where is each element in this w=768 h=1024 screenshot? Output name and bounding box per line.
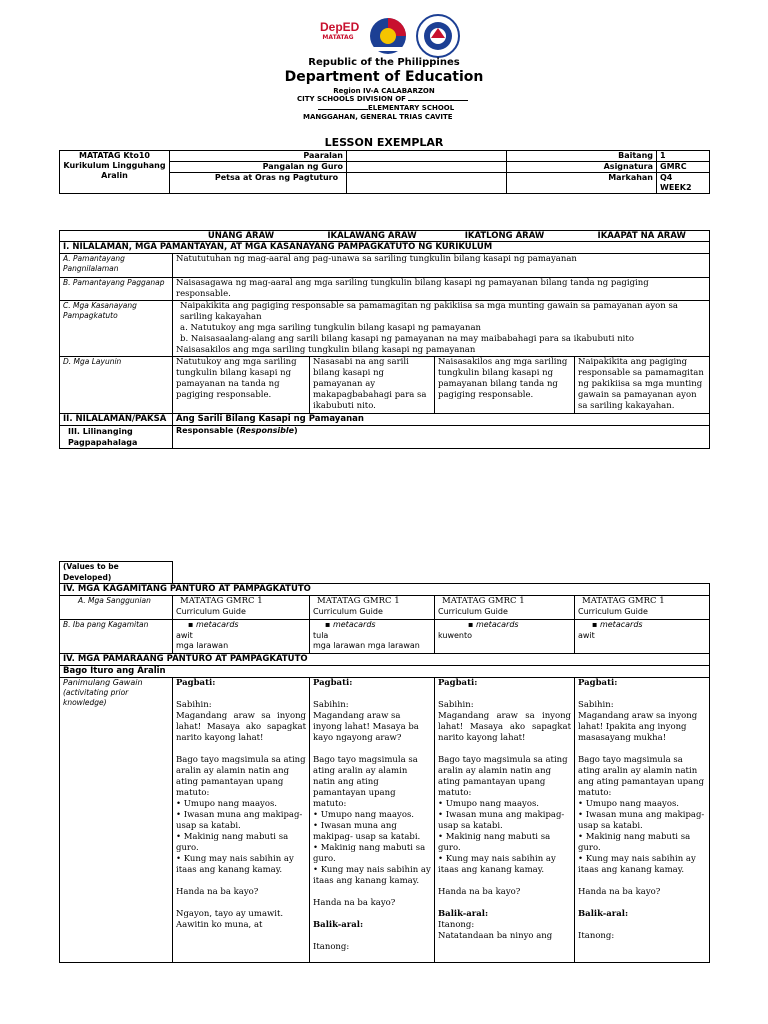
day4-sabihin: Sabihin:	[578, 700, 614, 710]
iba-pang-kagamitan-label: B. Iba pang Kagamitan	[60, 620, 173, 654]
markahan-label: Markahan	[507, 173, 657, 194]
kagamitan-day2	[310, 620, 435, 654]
day2-balik: Balik-aral:	[313, 920, 364, 930]
panimulang-gawain-label	[60, 678, 173, 963]
layunin-day3: Naisasakilos ang mga sariling tungkulin bilang kasapi ng pamayanan bilang tanda ng pagiging responsable.	[435, 357, 575, 414]
ref-title-3: MATATAG GMRC 1	[442, 596, 525, 606]
ref-title-1: MATATAG GMRC 1	[180, 596, 263, 606]
day3-sabihin: Sabihin:	[438, 700, 474, 710]
deped-logo	[320, 20, 364, 54]
kasanayan-line-3: b. Naisasaalang-alang ang sarili bilang kasapi ng pamayanan na may maibabahagi para sa ikabubuti nito	[180, 334, 634, 344]
guro-value	[347, 162, 507, 173]
day-header-2: IKALAWANG ARAW	[310, 231, 435, 242]
sanggunian-label: A. Mga Sanggunian	[60, 596, 173, 620]
day4-greet: Magandang araw sa inyong lahat! Ipakita ang inyong masasayang mukha!	[578, 711, 698, 743]
sanggunian-day4	[575, 596, 710, 620]
lesson-table-top	[59, 230, 710, 449]
ref-sub-1: Curriculum Guide	[176, 607, 246, 616]
kagamitan-day2-bullet: ▪ metacards	[325, 620, 376, 629]
asignatura-label: Asignatura	[507, 162, 657, 173]
matatag-logo-text: MATATAG	[322, 34, 354, 41]
school-text	[318, 104, 454, 112]
day4-intro: Bago tayo magsimula sa ating aralin ay alamin natin ang ating pamantayan upang matuto:	[578, 755, 705, 798]
nilalaman-label: II. NILALAMAN/PAKSA	[60, 414, 173, 426]
layunin-label: D. Mga Layunin	[60, 357, 173, 414]
layunin-day1: Natutukoy ang mga sariling tungkulin bilang kasapi ng pamayanan na tanda ng pagiging responsable.	[173, 357, 310, 414]
panimulang-gawain-note: (activitating prior knowledge)	[63, 688, 129, 707]
division-label: CITY SCHOOLS DIVISION OF	[297, 95, 409, 103]
day2-rule-3: • Makinig nang mabuti sa guro.	[313, 843, 426, 864]
gawain-day2	[310, 678, 435, 963]
day3-pagbati: Pagbati:	[438, 678, 478, 688]
pamantayang-pagganap-label: B. Pamantayang Pagganap	[60, 278, 173, 301]
day1-sabihin: Sabihin:	[176, 700, 212, 710]
kagamitan-day2-item1: tula	[313, 630, 329, 640]
kagamitan-day4-item1: awit	[578, 630, 595, 640]
day1-greet: Magandang araw sa inyong lahat! Masaya ako sapagkat narito kayong lahat!	[176, 711, 306, 743]
day4-rule-1: • Umupo nang maayos.	[578, 799, 680, 809]
ref-title-2: MATATAG GMRC 1	[317, 596, 400, 606]
day4-ready: Handa na ba kayo?	[578, 887, 661, 897]
division-blank	[408, 100, 468, 101]
info-table	[59, 150, 710, 194]
lilinanging-italic: Responsible	[239, 426, 295, 435]
kasanayan-line-1: Naipakikita ang pagiging responsable sa pamamagitan ng pakikiisa sa mga munting gawain sa pamayanan ayon sa sariling kakayahan	[180, 301, 678, 322]
section4a-title: IV. MGA KAGAMITANG PANTURO AT PAMPAGKATUTO	[60, 584, 710, 596]
guro-label: Pangalan ng Guro	[170, 162, 347, 173]
day1-extra: Ngayon, tayo ay umawit. Aawitin ko muna, at	[176, 909, 284, 930]
values-note: (Values to be Developed)	[60, 562, 173, 584]
logo-row	[320, 14, 460, 56]
day4-rule-2: • Iwasan muna ang makipag-usap sa katabi.	[578, 810, 705, 831]
lilinanging-text	[173, 426, 710, 449]
day-header-1: UNANG ARAW	[173, 231, 310, 242]
metacards-4: metacards	[599, 620, 643, 629]
metacards-2: metacards	[332, 620, 376, 629]
day3-ready: Handa na ba kayo?	[438, 887, 521, 897]
day2-sabihin: Sabihin:	[313, 700, 349, 710]
kasanayang-pampagkatuto-label: C. Mga Kasanayang Pampagkatuto	[60, 301, 173, 357]
sanggunian-day1	[173, 596, 310, 620]
asignatura-value: GMRC	[657, 162, 710, 173]
day2-itanong: Itanong:	[313, 942, 350, 952]
kasanayan-line-2: a. Natutukoy ang mga sariling tungkulin bilang kasapi ng pamayanan	[180, 323, 482, 333]
gawain-day3	[435, 678, 575, 963]
kagamitan-day2-item2: mga larawan mga larawan	[313, 641, 420, 650]
day-header-4: IKAAPAT NA ARAW	[575, 231, 710, 242]
day1-rule-4: • Kung may nais sabihin ay itaas ang kanang kamay.	[176, 854, 294, 875]
lesson-table-bottom	[59, 561, 710, 963]
lilinanging-pre: Responsable (	[176, 426, 240, 435]
ref-sub-3: Curriculum Guide	[438, 607, 508, 616]
ref-title-4: MATATAG GMRC 1	[582, 596, 665, 606]
ref-sub-2: Curriculum Guide	[313, 607, 383, 616]
day1-pagbati: Pagbati:	[176, 678, 216, 688]
sanggunian-day3	[435, 596, 575, 620]
panimulang-gawain-title: Panimulang Gawain	[63, 678, 143, 687]
day2-rule-1: • Umupo nang maayos.	[313, 810, 415, 820]
day1-intro: Bago tayo magsimula sa ating aralin ay alamin natin ang ating pamantayan upang matuto:	[176, 755, 306, 798]
baitang-label: Baitang	[507, 151, 657, 162]
republic-text: Republic of the Philippines	[308, 57, 460, 68]
layunin-day4: Naipakikita ang pagiging responsable sa pamamagitan ng pakikiisa sa mga munting gawain sa pamayanan ayon sa sariling kakayahan.	[575, 357, 710, 414]
day3-intro: Bago tayo magsimula sa ating aralin ay alamin natin ang ating pamantayan upang matuto:	[438, 755, 568, 798]
day1-ready: Handa na ba kayo?	[176, 887, 259, 897]
school-blank	[318, 109, 368, 110]
address-text: MANGGAHAN, GENERAL TRIAS CAVITE	[303, 113, 453, 121]
day4-rule-3: • Makinig nang mabuti sa guro.	[578, 832, 691, 853]
metacards-3: metacards	[475, 620, 519, 629]
bago-ituro-label: Bago Ituro ang Aralin	[60, 666, 710, 678]
day3-rule-3: • Makinig nang mabuti sa guro.	[438, 832, 551, 853]
kagamitan-day3-bullet: ▪ metacards	[468, 620, 519, 629]
deped-logo-text: DepED	[320, 20, 360, 34]
day2-intro: Bago tayo magsimula sa ating aralin ay alamin natin ang ating pamantayan upang matuto:	[313, 755, 418, 809]
layunin-day2: Nasasabi na ang sarili bilang kasapi ng pamayanan ay makapagbabahagi para sa ikabubuti nito.	[310, 357, 435, 414]
day3-itanong: Itanong:	[438, 920, 475, 930]
kagamitan-day4-bullet: ▪ metacards	[592, 620, 643, 629]
pamantayang-pangnilalaman-text: Natututuhan ng mag-aaral ang pag-unawa sa sariling tungkulin bilang kasapi ng pamayanan	[173, 254, 710, 278]
kagamitan-day1-bullet: ▪ metacards	[188, 620, 239, 629]
kagamitan-day3-item1: kuwento	[438, 630, 473, 640]
baitang-value: 1	[657, 151, 710, 162]
nilalaman-text: Ang Sarili Bilang Kasapi ng Pamayanan	[173, 414, 710, 426]
day3-extra: Natatandaan ba ninyo ang	[438, 931, 553, 941]
kasanayang-pampagkatuto-text	[173, 301, 710, 357]
sanggunian-day2	[310, 596, 435, 620]
kagamitan-day1-item1: awit	[176, 630, 193, 640]
day4-balik: Balik-aral:	[578, 909, 629, 919]
doc-title: LESSON EXEMPLAR	[324, 136, 444, 149]
day2-greet: Magandang araw sa inyong lahat! Masaya ba kayo ngayong araw?	[313, 711, 419, 743]
day2-rule-4: • Kung may nais sabihin ay itaas ang kanang kamay.	[313, 865, 431, 886]
division-text	[297, 95, 468, 103]
program-label: MATATAG Kto10 Kurikulum Lingguhang Aralin	[60, 151, 170, 194]
bagong-pilipinas-logo	[368, 16, 408, 56]
petsa-value	[347, 173, 507, 194]
day1-rule-2: • Iwasan muna ang makipag-usap sa katabi.	[176, 810, 303, 831]
section1-title: I. NILALAMAN, MGA PAMANTAYAN, AT MGA KASANAYANG PAMPAGKATUTO NG KURIKULUM	[60, 242, 710, 254]
lilinanging-label: III. Lilinanging Pagpapahalaga	[60, 426, 173, 449]
day3-rule-2: • Iwasan muna ang makipag-usap sa katabi.	[438, 810, 565, 831]
pamantayang-pagganap-text: Naisasagawa ng mag-aaral ang mga sariling tungkulin bilang kasapi ng pamayanan bilang tanda ng pagiging responsable.	[173, 278, 710, 301]
day3-rule-4: • Kung may nais sabihin ay itaas ang kanang kamay.	[438, 854, 556, 875]
section4b-title: IV. MGA PAMARAANG PANTURO AT PAMPAGKATUTO	[60, 654, 710, 666]
day2-ready: Handa na ba kayo?	[313, 898, 396, 908]
lilinanging-post: )	[294, 426, 298, 435]
day-header-3: IKATLONG ARAW	[435, 231, 575, 242]
gawain-day4	[575, 678, 710, 963]
kagamitan-day1-item2: mga larawan	[176, 641, 229, 650]
day3-rule-1: • Umupo nang maayos.	[438, 799, 540, 809]
day4-pagbati: Pagbati:	[578, 678, 618, 688]
kagamitan-day4	[575, 620, 710, 654]
day4-rule-4: • Kung may nais sabihin ay itaas ang kanang kamay.	[578, 854, 696, 875]
kagamitan-day1	[173, 620, 310, 654]
day2-rule-2: • Iwasan muna ang makipag- usap sa katabi.	[313, 821, 421, 842]
day3-balik: Balik-aral:	[438, 909, 489, 919]
paaralan-value	[347, 151, 507, 162]
day2-pagbati: Pagbati:	[313, 678, 353, 688]
metacards-1: metacards	[195, 620, 239, 629]
day3-greet: Magandang araw sa inyong lahat! Masaya ako sapagkat narito kayong lahat!	[438, 711, 571, 743]
school-label: ELEMENTARY SCHOOL	[368, 104, 455, 112]
ref-sub-4: Curriculum Guide	[578, 607, 648, 616]
day4-itanong: Itanong:	[578, 931, 615, 941]
department-text: Department of Education	[284, 69, 484, 85]
gawain-day1	[173, 678, 310, 963]
paaralan-label: Paaralan	[170, 151, 347, 162]
values-note-blank	[173, 562, 710, 584]
region-text: Region IV-A CALABARZON	[333, 87, 435, 95]
day1-rule-3: • Makinig nang mabuti sa guro.	[176, 832, 289, 853]
deped-seal	[416, 14, 460, 58]
day-header-blank	[60, 231, 173, 242]
markahan-value: Q4 WEEK2	[657, 173, 710, 194]
petsa-label: Petsa at Oras ng Pagtuturo	[170, 173, 347, 194]
day1-rule-1: • Umupo nang maayos.	[176, 799, 278, 809]
pamantayang-pangnilalaman-label: A. Pamantayang Pangnilalaman	[60, 254, 173, 278]
kagamitan-day3	[435, 620, 575, 654]
kasanayan-line-4: Naisasakilos ang mga sariling tungkulin bilang kasapi ng pamayanan	[176, 345, 476, 355]
